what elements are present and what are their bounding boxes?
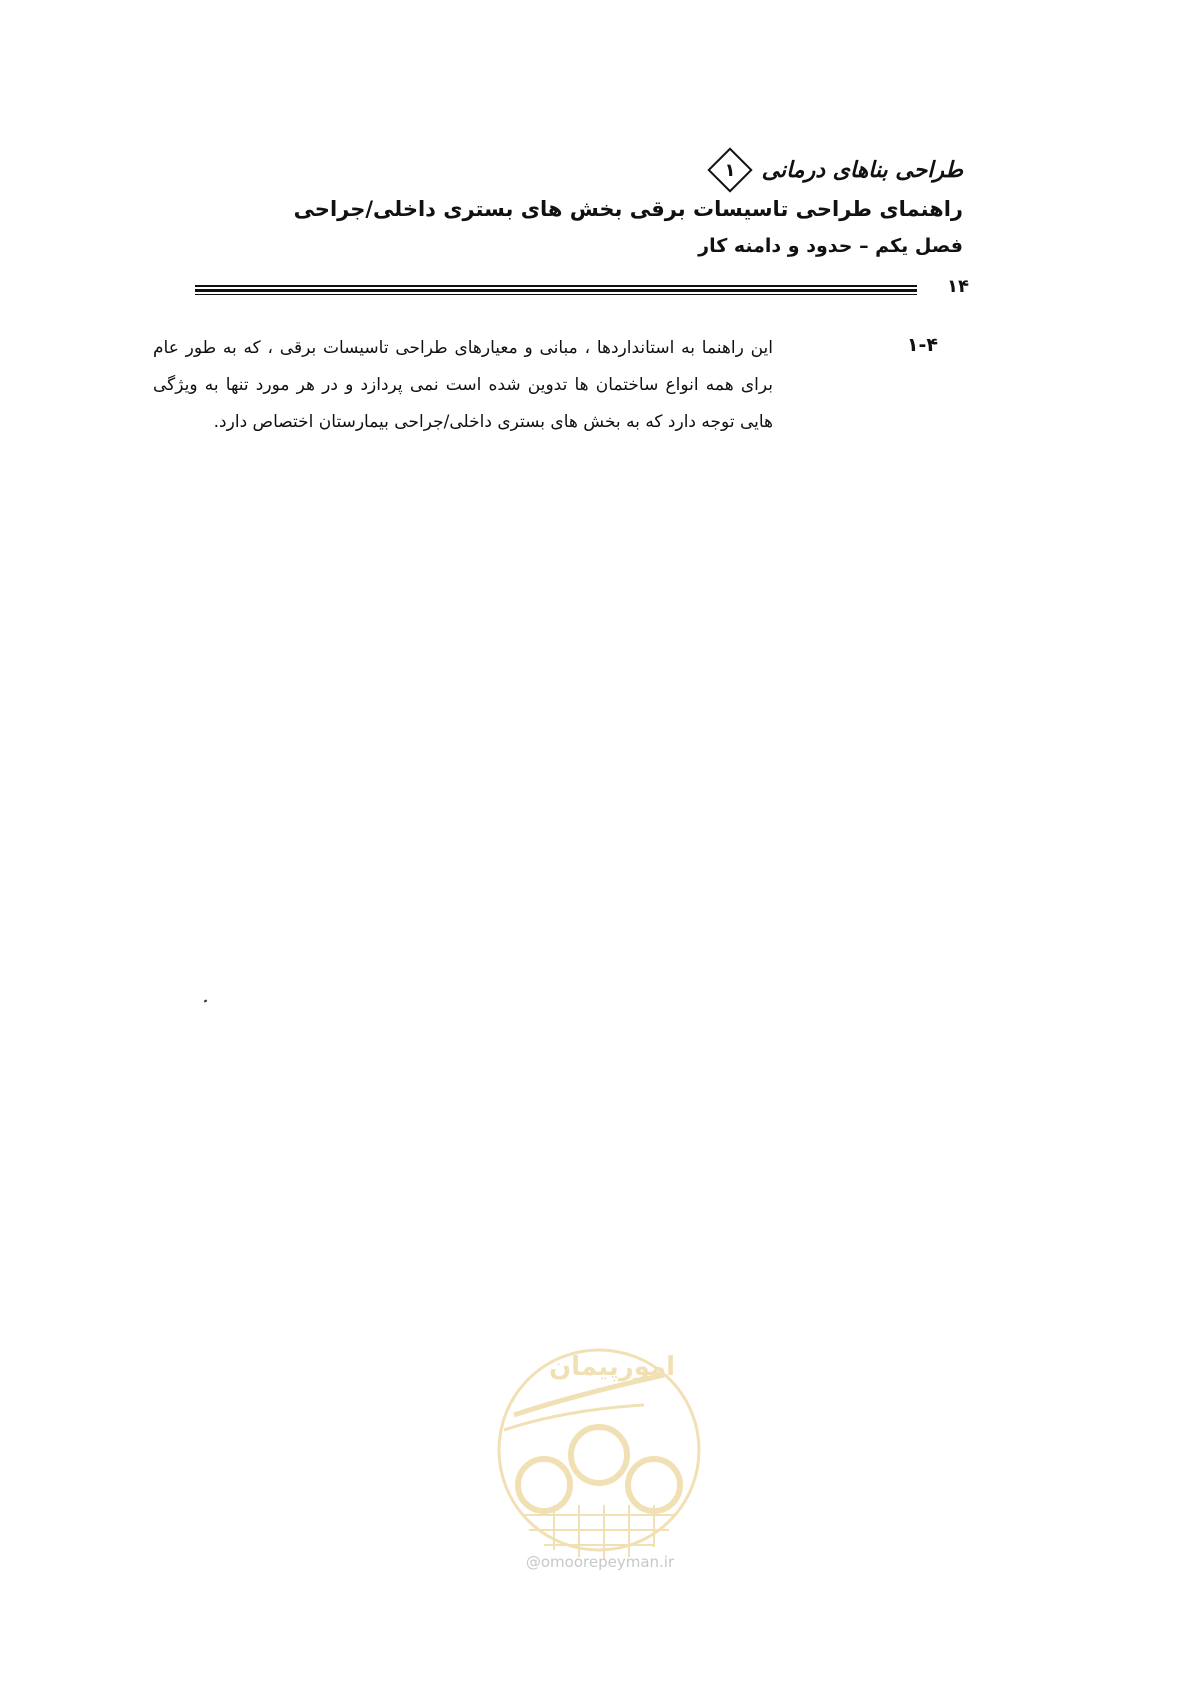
page-number: ۱۴ — [947, 276, 969, 297]
chapter-title: فصل یکم – حدود و دامنه کار — [698, 235, 963, 257]
section-paragraph: این راهنما به استانداردها ، مبانی و معیارهای طراحی تاسیسات برقی ، که به طور عام برای همه انواع ساختمان ها تدوین شده است نمی پردازد و در هر مورد تنها به ویژگی هایی توجه دارد که به بخش های بستری داخلی/جراحی بیمارستان اختصاص دارد. — [153, 338, 773, 432]
series-number: ۱ — [724, 159, 736, 181]
series-title: طراحی بناهای درمانی — [761, 157, 963, 183]
watermark-logo-icon — [494, 1335, 704, 1565]
section-number: ۱-۴ — [906, 334, 938, 356]
watermark-site: @omoorepeyman.ir — [525, 1553, 675, 1571]
guide-title: راهنمای طراحی تاسیسات برقی بخش های بستری داخلی/جراحی — [293, 197, 963, 221]
page-header — [203, 150, 963, 264]
watermark-logo-text: امورپیمان — [548, 1352, 676, 1382]
series-row — [203, 150, 963, 190]
scan-mark — [204, 999, 208, 1002]
series-number-diamond-icon — [707, 147, 752, 192]
header-rule — [195, 283, 931, 297]
